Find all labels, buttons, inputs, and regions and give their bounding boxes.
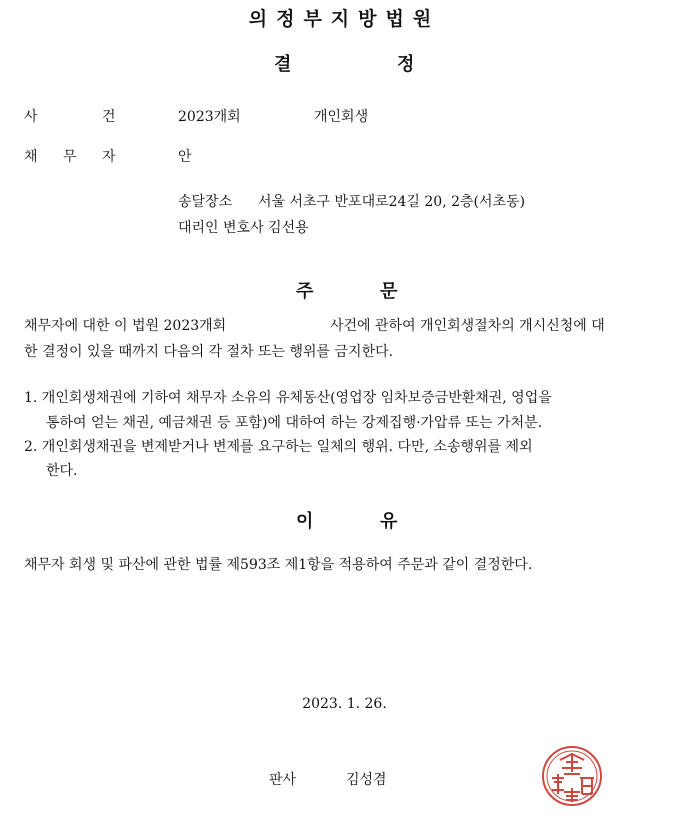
debtor-label-c: 자	[102, 149, 116, 165]
case-label-b: 건	[102, 109, 116, 125]
order-heading-right: 문	[380, 281, 398, 302]
debtor-label-a: 채	[24, 149, 38, 165]
case-type: 개인회생	[314, 109, 369, 125]
case-label-a: 사	[24, 109, 38, 125]
judge-title: 판사	[269, 772, 297, 788]
debtor-label-b: 무	[63, 149, 77, 165]
debtor-address: 서울 서초구 반포대로24길 20, 2층(서초동)	[258, 194, 526, 210]
doc-title-right: 정	[397, 54, 415, 75]
court-name: 의정부지방법원	[248, 8, 441, 30]
case-number: 2023개회	[178, 109, 241, 125]
order-intro-part1: 채무자에 대한 이 법원 2023개회	[24, 318, 227, 334]
judge-name: 김성겸	[346, 772, 387, 788]
order-item1-line2: 통하여 얻는 채권, 예금채권 등 포함)에 대하여 하는 강제집행·가압류 또는 가처분.	[46, 415, 543, 431]
order-item1-line1: 1. 개인회생채권에 기하여 채무자 소유의 유체동산(영업장 임차보증금반환채권, 영업을	[24, 390, 552, 406]
court-seal-icon	[540, 744, 604, 808]
order-intro-line2: 한 결정이 있을 때까지 다음의 각 절차 또는 행위를 금지한다.	[24, 344, 394, 360]
debtor-name: 안	[178, 149, 192, 165]
order-item2-line2: 한다.	[46, 463, 78, 479]
order-item2-line1: 2. 개인회생채권을 변제받거나 변제를 요구하는 일체의 행위. 다만, 소송행위를 제외	[24, 439, 533, 455]
order-heading-left: 주	[296, 281, 314, 302]
debtor-address-label: 송달장소	[178, 194, 233, 210]
reason-heading-right: 유	[380, 511, 398, 532]
debtor-agent: 대리인 변호사 김선용	[178, 220, 309, 236]
decision-date: 2023. 1. 26.	[302, 696, 387, 712]
reason-heading-left: 이	[296, 511, 314, 532]
doc-title-left: 결	[274, 54, 292, 75]
order-intro-part2: 사건에 관하여 개인회생절차의 개시신청에 대	[330, 318, 605, 334]
reason-text: 채무자 회생 및 파산에 관한 법률 제593조 제1항을 적용하여 주문과 같이 결정한다.	[24, 557, 533, 573]
